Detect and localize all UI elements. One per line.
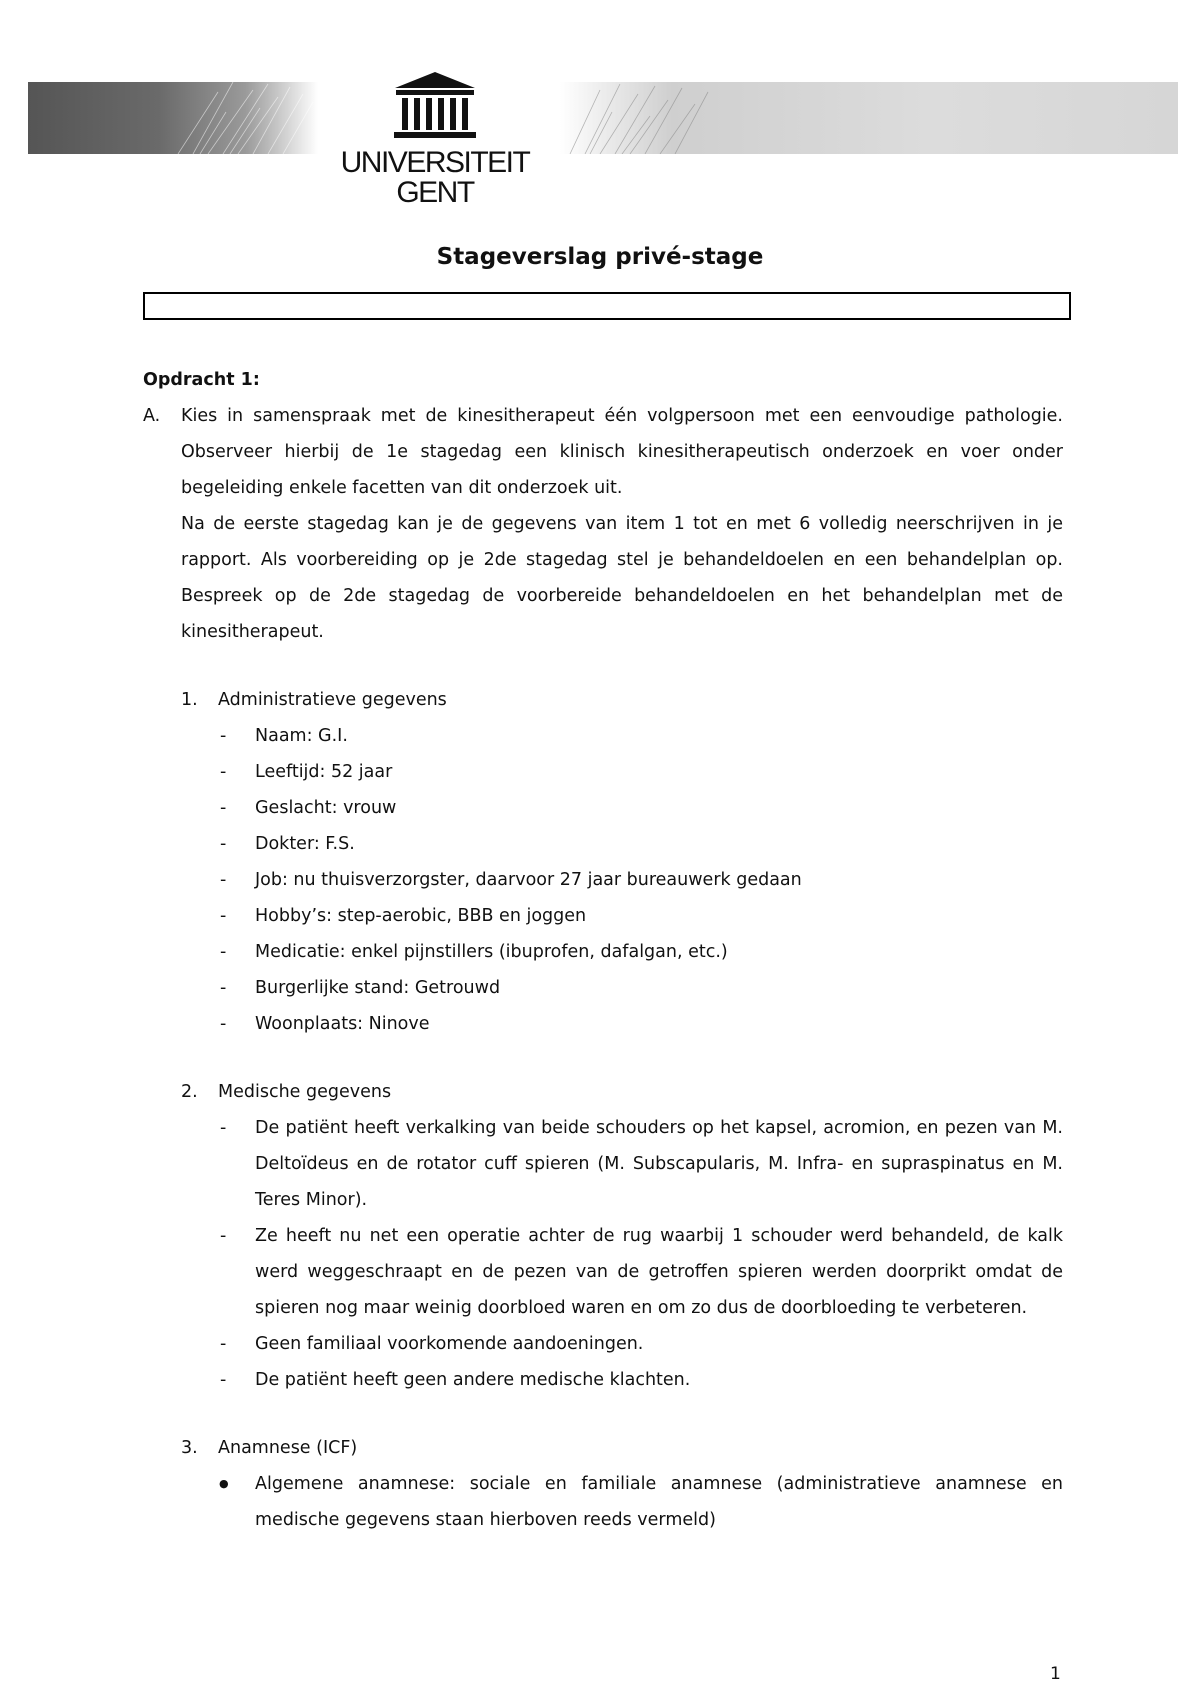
- section-anamnesis: [143, 1430, 1063, 1538]
- list-item: - De patiënt heeft verkalking van beide schouders op het kapsel, acromion, en pezen van M. Deltoïdeus en de rotator cuff spieren (M. Subscapularis, M. Infra- en supraspinatus en M. Teres Minor).: [218, 1110, 1063, 1218]
- list-item: - Woonplaats: Ninove: [218, 1006, 1063, 1042]
- page-number: 1: [1050, 1664, 1061, 1684]
- list-item: ● Algemene anamnese: sociale en familiale anamnese (administratieve anamnese en medische gegevens staan hierboven reeds vermeld): [218, 1466, 1063, 1538]
- section-number: 2.: [181, 1082, 198, 1102]
- list-item: - Job: nu thuisverzorgster, daarvoor 27 jaar bureauwerk gedaan: [218, 862, 1063, 898]
- list-item: - Geen familiaal voorkomende aandoeningen.: [218, 1326, 1063, 1362]
- assignment-paragraph-2: Na de eerste stagedag kan je de gegevens van item 1 tot en met 6 volledig neerschrijven in je rapport. Als voorbereiding op je 2de stagedag stel je behandeldoelen en een behandelplan op. Bespreek op de 2de stagedag de voorbereide behandeldoelen en het behandelplan met de kinesitherapeut.: [181, 514, 1063, 642]
- assignment-a: [143, 398, 1063, 650]
- assignment-paragraph-1: Kies in samenspraak met de kinesitherapeut één volgpersoon met een eenvoudige pathologie. Observeer hierbij de 1e stagedag een klinisch kinesitherapeutisch onderzoek en voer onder begeleiding enkele facetten van dit onderzoek uit.: [181, 406, 1063, 498]
- assignment-heading: Opdracht 1:: [143, 370, 260, 390]
- list-item: - Ze heeft nu net een operatie achter de rug waarbij 1 schouder werd behandeld, de kalk werd weggeschraapt en de pezen van de getroffen spieren werden doorprikt omdat de spieren nog maar weinig doorbloed waren en om zo dus de doorbloeding te verbeteren.: [218, 1218, 1063, 1326]
- section-number: 1.: [181, 690, 198, 710]
- list-item: - Naam: G.I.: [218, 718, 1063, 754]
- logo-text-line1: UNIVERSITEIT: [340, 146, 530, 179]
- section-medical-data: [143, 1074, 1063, 1398]
- grass-texture-left: [28, 82, 318, 154]
- list-item: - Leeftijd: 52 jaar: [218, 754, 1063, 790]
- document-title: Stageverslag privé-stage: [436, 244, 764, 270]
- university-logo: [330, 70, 540, 208]
- section-title: Medische gegevens: [218, 1082, 392, 1102]
- medical-list: [218, 1110, 1063, 1398]
- anamnesis-list: [218, 1466, 1063, 1538]
- header-band-right: [560, 82, 1178, 154]
- section-administrative-data: [143, 682, 1063, 1042]
- list-item: - Geslacht: vrouw: [218, 790, 1063, 826]
- section-title: Anamnese (ICF): [218, 1438, 358, 1458]
- administrative-list: [218, 718, 1063, 1042]
- document-body: [143, 362, 1063, 1538]
- list-item: - Dokter: F.S.: [218, 826, 1063, 862]
- list-item: - De patiënt heeft geen andere medische klachten.: [218, 1362, 1063, 1398]
- assignment-marker: A.: [143, 406, 161, 426]
- list-item: - Medicatie: enkel pijnstillers (ibuprofen, dafalgan, etc.): [218, 934, 1063, 970]
- list-item: - Burgerlijke stand: Getrouwd: [218, 970, 1063, 1006]
- section-number: 3.: [181, 1438, 198, 1458]
- section-title: Administratieve gegevens: [218, 690, 447, 710]
- header-band-left: [28, 82, 318, 154]
- list-item: - Hobby’s: step-aerobic, BBB en joggen: [218, 898, 1063, 934]
- logo-text-line2: GENT: [396, 176, 474, 209]
- name-field-box[interactable]: [143, 292, 1071, 320]
- temple-icon: [390, 70, 480, 142]
- grass-texture-right: [560, 82, 1178, 154]
